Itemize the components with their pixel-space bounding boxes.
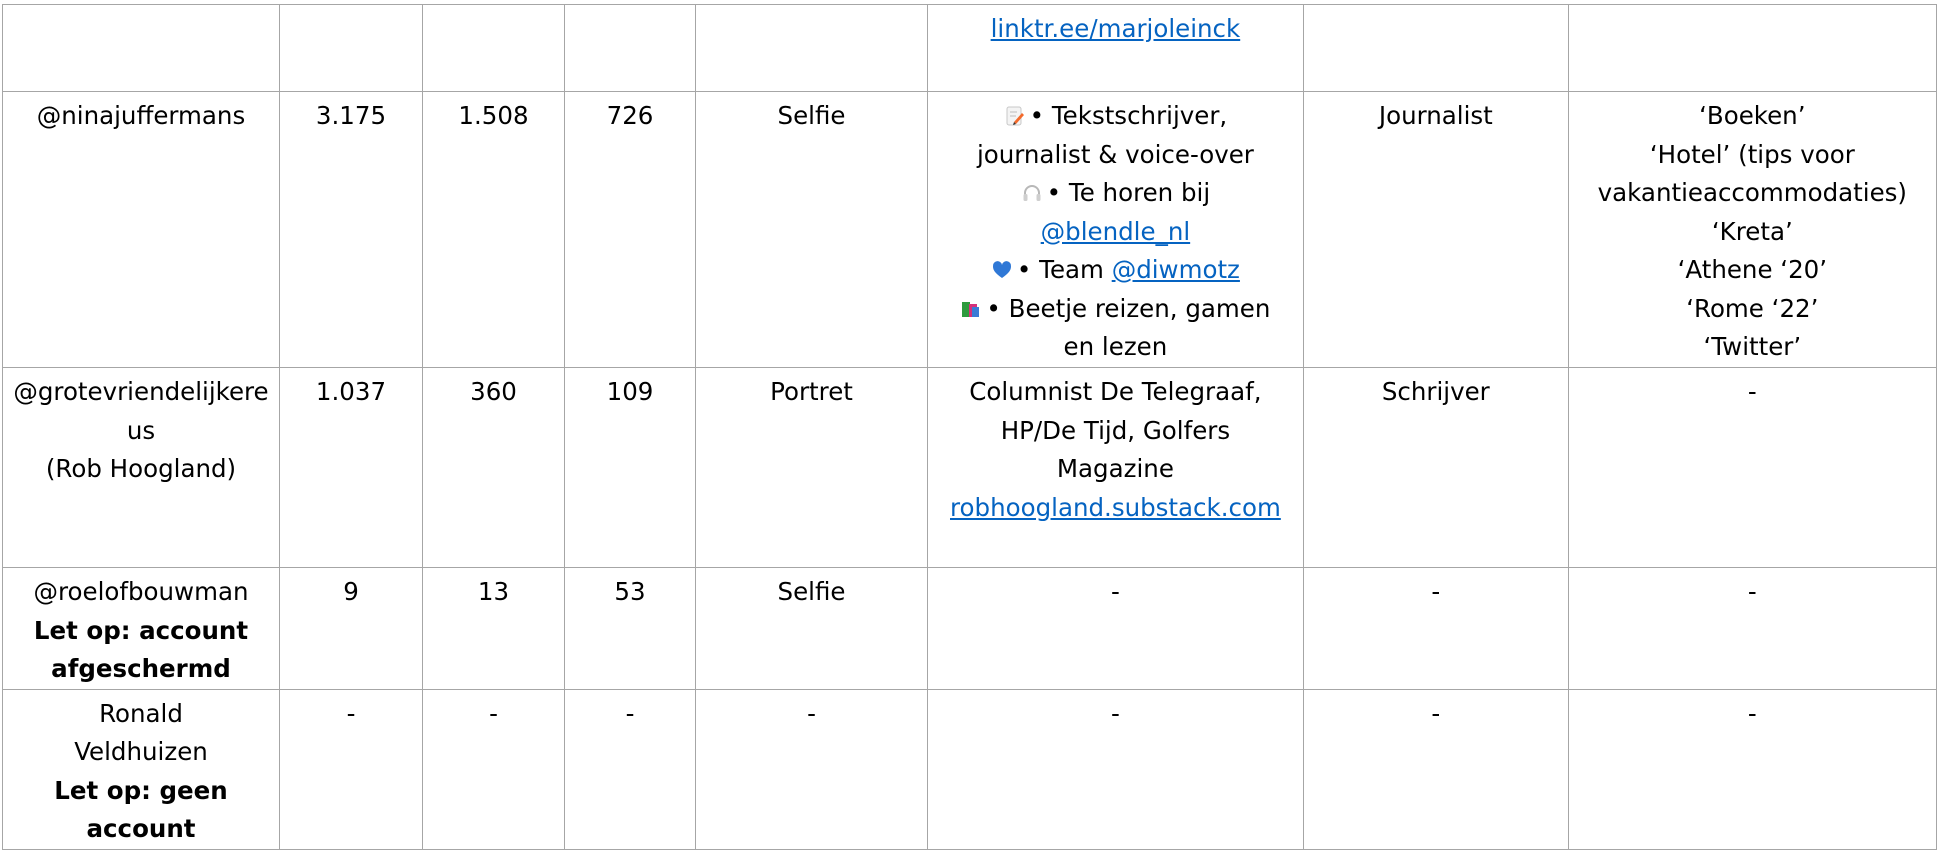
bio-line-3	[944, 251, 1287, 290]
blendle-link[interactable]: @blendle_nl	[1040, 216, 1191, 246]
cell-following: 53	[565, 568, 696, 690]
cell-followers: 360	[423, 368, 565, 568]
cell-highlights	[1568, 5, 1936, 92]
account-handle: @roelofbouwman	[33, 577, 249, 606]
cell-bio	[928, 5, 1304, 92]
account-real-name: (Rob Hoogland)	[45, 454, 237, 483]
cell-profile-photo: Selfie	[696, 568, 928, 690]
blue-heart-icon	[991, 259, 1013, 281]
cell-posts	[280, 5, 423, 92]
bio-text: Beetje reizen, gamen en lezen	[1008, 293, 1271, 361]
bullet: •	[1016, 255, 1032, 284]
bio-text: Columnist De Telegraaf, HP/De Tijd, Golfers Magazine	[969, 377, 1262, 483]
bio-link[interactable]: robhoogland.substack.com	[950, 492, 1281, 522]
cell-bio	[928, 92, 1304, 368]
cell-profession: -	[1303, 568, 1568, 690]
highlight-item: ‘Athene ‘20’	[1677, 255, 1828, 284]
table-row	[3, 92, 1937, 368]
account-note: Let op: geen account	[54, 775, 228, 843]
cell-posts: 9	[280, 568, 423, 690]
bio-line-2	[944, 174, 1287, 251]
diwmotz-link[interactable]: @diwmotz	[1111, 255, 1240, 284]
cell-posts: 3.175	[280, 92, 423, 368]
highlight-item: ‘Twitter’	[1703, 332, 1802, 361]
table-row	[3, 368, 1937, 568]
cell-highlights: -	[1568, 689, 1936, 849]
bullet: •	[1029, 101, 1045, 130]
cell-highlights	[1568, 92, 1936, 368]
bio-link[interactable]: linktr.ee/marjoleinck	[990, 14, 1241, 43]
cell-profession: -	[1303, 689, 1568, 849]
highlight-item: ‘Kreta’	[1711, 216, 1793, 246]
cell-following: -	[565, 689, 696, 849]
highlight-item: ‘Hotel’ (tips voor vakantieaccommodaties)	[1597, 139, 1907, 207]
account-handle: @ninajuffermans	[36, 101, 246, 130]
cell-profile-photo	[696, 5, 928, 92]
cell-following	[565, 5, 696, 92]
cell-followers: 13	[423, 568, 565, 690]
bio-text: Team	[1039, 255, 1104, 284]
cell-following: 726	[565, 92, 696, 368]
bio-line-4	[944, 290, 1287, 367]
highlight-item: ‘Boeken’	[1699, 101, 1806, 130]
table-row	[3, 568, 1937, 690]
bio-line-1	[944, 97, 1287, 174]
cell-profession: Journalist	[1303, 92, 1568, 368]
cell-bio: -	[928, 568, 1304, 690]
table-row	[3, 689, 1937, 849]
cell-following: 109	[565, 368, 696, 568]
cell-bio	[928, 368, 1304, 568]
bullet: •	[986, 293, 1001, 323]
cell-account	[3, 568, 280, 690]
cell-followers: 1.508	[423, 92, 565, 368]
headphones-icon	[1021, 182, 1043, 204]
cell-followers: -	[423, 689, 565, 849]
cell-highlights: -	[1568, 368, 1936, 568]
cell-account	[3, 5, 280, 92]
bio-text: Te horen bij	[1068, 178, 1211, 207]
account-handle: @grotevriendelijkereus	[13, 377, 269, 445]
account-note: Let op: account afgeschermd	[33, 615, 249, 683]
cell-profile-photo: -	[696, 689, 928, 849]
bullet: •	[1046, 178, 1062, 207]
cell-followers	[423, 5, 565, 92]
cell-account	[3, 689, 280, 849]
cell-highlights: -	[1568, 568, 1936, 690]
account-name: Ronald Veldhuizen	[74, 698, 208, 766]
cell-profile-photo: Portret	[696, 368, 928, 568]
cell-account	[3, 368, 280, 568]
influencer-table	[2, 4, 1937, 850]
bio-text: Tekstschrijver, journalist & voice-over	[976, 101, 1254, 169]
cell-posts: -	[280, 689, 423, 849]
highlight-item: ‘Rome ‘22’	[1686, 293, 1819, 323]
table-row	[3, 5, 1937, 92]
cell-account	[3, 92, 280, 368]
memo-pencil-icon	[1004, 105, 1026, 127]
cell-posts: 1.037	[280, 368, 423, 568]
books-icon	[960, 298, 982, 320]
cell-bio: -	[928, 689, 1304, 849]
cell-profession: Schrijver	[1303, 368, 1568, 568]
cell-profile-photo: Selfie	[696, 92, 928, 368]
cell-profession	[1303, 5, 1568, 92]
